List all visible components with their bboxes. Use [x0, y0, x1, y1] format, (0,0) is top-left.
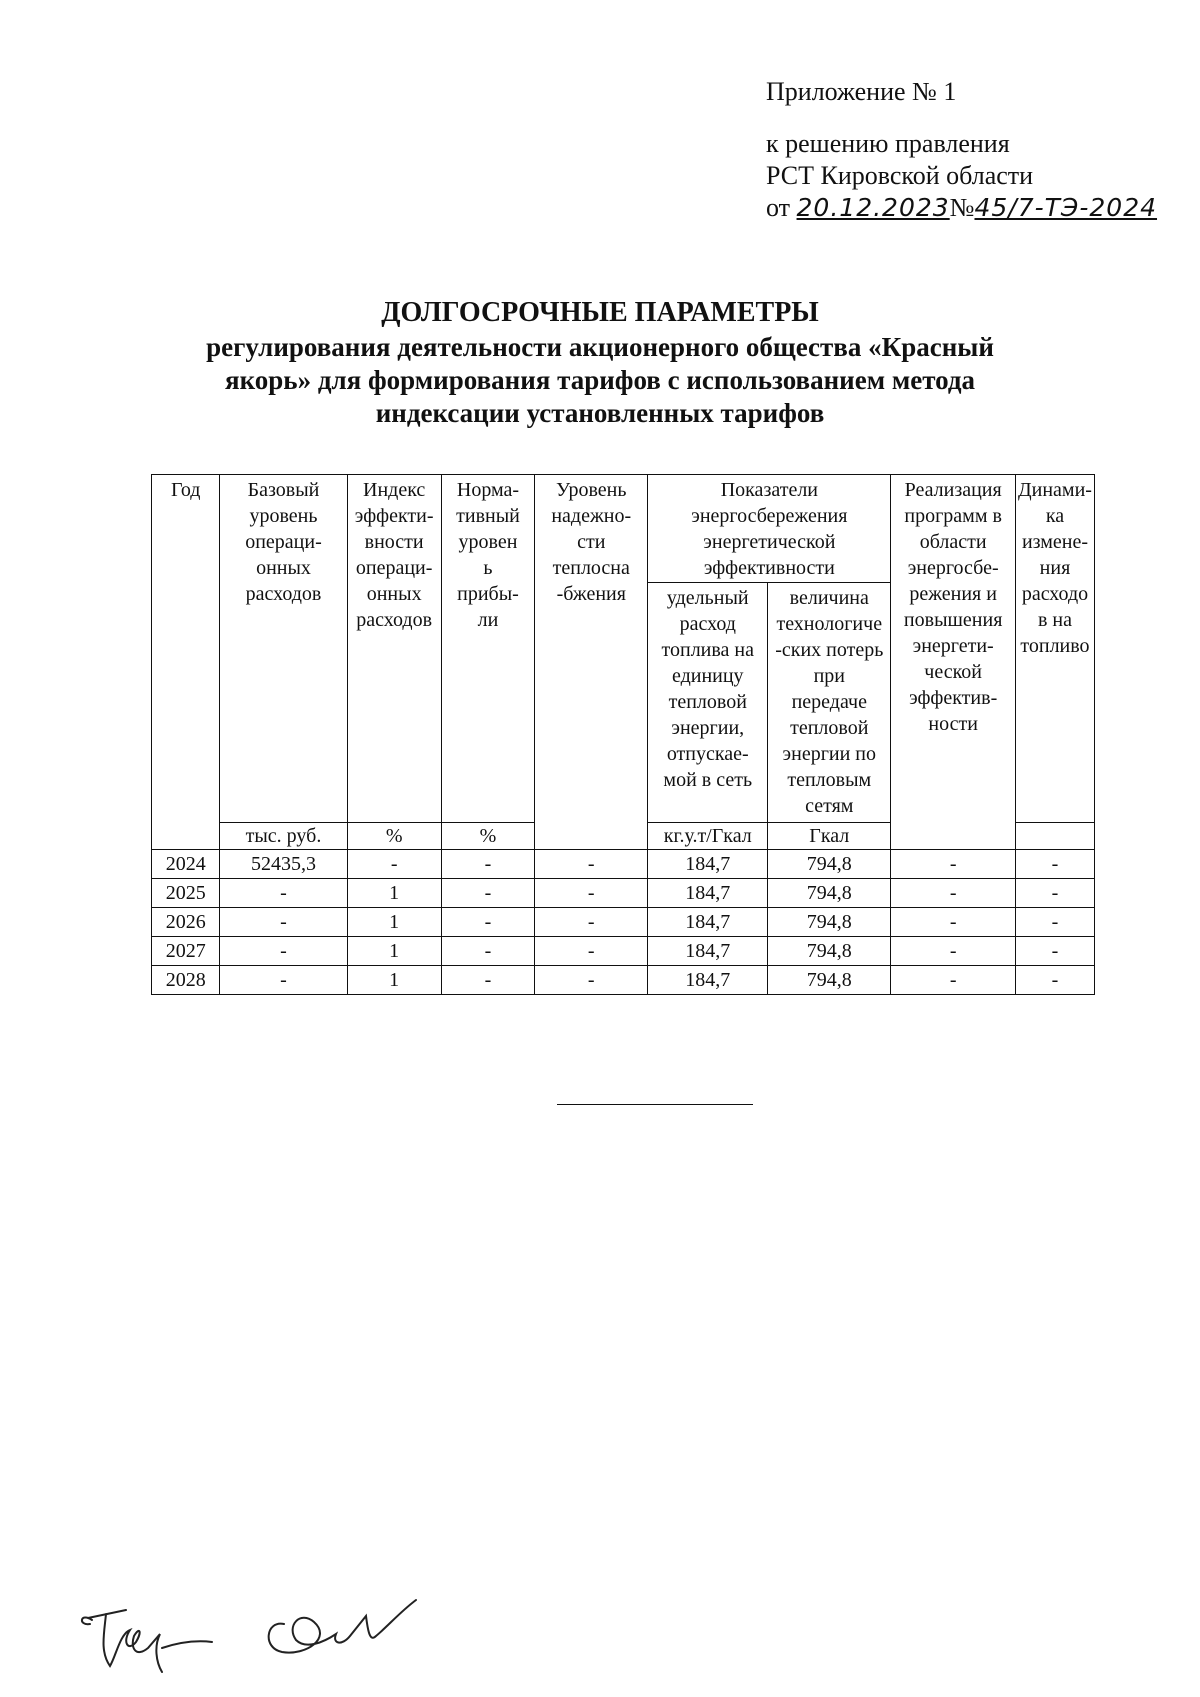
decision-number: 45/7-ТЭ-2024 — [974, 193, 1158, 222]
header-line: эффектив- — [909, 687, 998, 709]
table-cell: - — [441, 937, 534, 966]
table-row — [152, 908, 1095, 937]
table-cell: 184,7 — [648, 966, 768, 995]
table-cell: 1 — [347, 908, 441, 937]
table-cell: - — [891, 937, 1016, 966]
header-line: надежно- — [551, 505, 632, 527]
heading-main: ДОЛГОСРОЧНЫЕ ПАРАМЕТРЫ — [381, 297, 819, 328]
header-line: расходов — [356, 609, 433, 631]
row-year-cell: 2027 — [152, 937, 220, 966]
header-line: эффективности — [703, 557, 835, 579]
table-cell: 52435,3 — [220, 850, 347, 879]
table-cell: - — [1015, 966, 1094, 995]
table-cell: - — [220, 879, 347, 908]
header-energy-indicators — [648, 475, 891, 583]
header-line: энергосбе- — [907, 557, 999, 579]
header-year: Год — [152, 475, 220, 850]
table-cell: - — [535, 879, 648, 908]
table-cell: - — [1015, 908, 1094, 937]
header-line: операци- — [245, 531, 322, 553]
header-line: вности — [364, 531, 424, 553]
table-cell: 184,7 — [648, 937, 768, 966]
header-line: ческой — [924, 661, 983, 683]
document-heading — [150, 296, 1050, 430]
table-cell: - — [220, 937, 347, 966]
header-line: -бжения — [556, 583, 626, 605]
decision-date: 20.12.2023 — [796, 193, 950, 222]
table-cell: 1 — [347, 937, 441, 966]
row-year-cell: 2024 — [152, 850, 220, 879]
table-cell: - — [1015, 879, 1094, 908]
header-line: ли — [477, 609, 499, 631]
header-line: единицу — [671, 665, 744, 687]
table-cell: - — [535, 937, 648, 966]
table-cell: - — [441, 850, 534, 879]
table-cell: 1 — [347, 966, 441, 995]
heading-line-2: якорь» для формирования тарифов с использованием метода — [224, 365, 976, 395]
unit-efficiency-index: % — [347, 823, 441, 850]
header-base-opex — [220, 475, 347, 823]
header-line: тепловой — [668, 691, 747, 713]
header-line: сетям — [805, 795, 854, 817]
table-row — [152, 966, 1095, 995]
header-line: повышения — [903, 609, 1003, 631]
from-label: от — [766, 193, 791, 222]
table-cell: 184,7 — [648, 850, 768, 879]
row-year-cell: 2026 — [152, 908, 220, 937]
table-cell: - — [1015, 850, 1094, 879]
header-line: тепловой — [790, 717, 869, 739]
header-line: топливо — [1020, 635, 1090, 657]
header-line: операци- — [355, 557, 433, 579]
header-line: Уровень — [556, 479, 627, 501]
table-cell: - — [535, 908, 648, 937]
header-line: онных — [256, 557, 311, 579]
table-cell: - — [891, 908, 1016, 937]
header-line: величина — [789, 587, 869, 609]
header-line: тивный — [456, 505, 520, 527]
header-line: -ских потерь — [775, 639, 884, 661]
header-line: энергии, — [671, 717, 745, 739]
header-line: уровен — [458, 531, 518, 553]
table-row — [152, 850, 1095, 879]
table-cell: 794,8 — [768, 879, 891, 908]
parameters-table — [151, 474, 1095, 995]
appendix-authority-line: РСТ Кировской области — [766, 161, 1034, 190]
table-cell: - — [347, 850, 441, 879]
header-programs — [891, 475, 1016, 850]
number-sign: № — [949, 193, 975, 222]
appendix-date-line — [766, 192, 1157, 224]
closing-rule — [557, 1104, 753, 1105]
header-line: расходов — [245, 583, 322, 605]
heading-line-1: регулирования деятельности акционерного общества «Красный — [206, 332, 994, 362]
header-line: измене- — [1021, 531, 1089, 553]
unit-specific-fuel: кг.у.т/Гкал — [648, 823, 768, 850]
header-line: Индекс — [363, 479, 426, 501]
handwritten-signature — [70, 1586, 450, 1681]
header-line: энергети- — [912, 635, 994, 657]
header-line: режения и — [909, 583, 997, 605]
header-line: теплосна — [552, 557, 630, 579]
header-line: Динами- — [1018, 479, 1092, 501]
row-year-cell: 2025 — [152, 879, 220, 908]
table-cell: - — [441, 908, 534, 937]
table-cell: - — [441, 879, 534, 908]
header-efficiency-index — [347, 475, 441, 823]
unit-fuel-dynamics — [1015, 823, 1094, 850]
header-normative-profit — [441, 475, 534, 823]
header-line: Норма- — [456, 479, 520, 501]
unit-normative-profit: % — [441, 823, 534, 850]
appendix-title: Приложение № 1 — [766, 77, 957, 106]
header-line: отпускае- — [666, 743, 749, 765]
header-heat-losses — [768, 583, 891, 823]
table-row — [152, 879, 1095, 908]
header-line: энергосбережения — [691, 505, 848, 527]
header-line: Реализация — [904, 479, 1002, 501]
header-line: топлива на — [661, 639, 755, 661]
table-cell: - — [220, 966, 347, 995]
header-line: прибы- — [457, 583, 519, 605]
header-line: уровень — [249, 505, 318, 527]
header-line: ности — [928, 713, 978, 735]
table-cell: - — [891, 879, 1016, 908]
table-cell: - — [891, 850, 1016, 879]
header-line: Показатели — [720, 479, 818, 501]
table-cell: 794,8 — [768, 966, 891, 995]
table-cell: - — [1015, 937, 1094, 966]
header-line: тепловым — [787, 769, 872, 791]
header-line: области — [919, 531, 987, 553]
header-line: расход — [679, 613, 736, 635]
unit-heat-losses: Гкал — [768, 823, 891, 850]
table-cell: 794,8 — [768, 937, 891, 966]
table-cell: - — [535, 850, 648, 879]
header-fuel-dynamics — [1015, 475, 1094, 823]
table-cell: - — [891, 966, 1016, 995]
table-cell: 184,7 — [648, 879, 768, 908]
header-line: онных — [366, 583, 422, 605]
table-row — [152, 937, 1095, 966]
header-line: Базовый — [247, 479, 320, 501]
header-line: ния — [1039, 557, 1071, 579]
header-line: программ в — [904, 505, 1002, 527]
table-cell: - — [441, 966, 534, 995]
header-line: ь — [483, 557, 493, 579]
header-line: при — [813, 665, 845, 687]
header-line: расходо — [1021, 583, 1089, 605]
header-line: передаче — [791, 691, 867, 713]
header-line: ка — [1045, 505, 1065, 527]
appendix-decision-line: к решению правления — [766, 129, 1010, 158]
header-specific-fuel — [648, 583, 768, 823]
header-line: энергии по — [782, 743, 877, 765]
table-cell: - — [535, 966, 648, 995]
header-line: технологиче — [776, 613, 883, 635]
header-line: в на — [1037, 609, 1072, 631]
header-line: эффекти- — [354, 505, 434, 527]
header-line: удельный — [666, 587, 749, 609]
row-year-cell: 2028 — [152, 966, 220, 995]
table-cell: 1 — [347, 879, 441, 908]
appendix-block — [766, 76, 1157, 224]
table-cell: 184,7 — [648, 908, 768, 937]
heading-line-3: индексации установленных тарифов — [375, 398, 825, 428]
table-cell: 794,8 — [768, 850, 891, 879]
unit-base-opex: тыс. руб. — [220, 823, 347, 850]
header-line: сти — [577, 531, 606, 553]
table-cell: - — [220, 908, 347, 937]
header-reliability — [535, 475, 648, 850]
header-line: энергетической — [703, 531, 836, 553]
table-cell: 794,8 — [768, 908, 891, 937]
header-line: мой в сеть — [663, 769, 753, 791]
